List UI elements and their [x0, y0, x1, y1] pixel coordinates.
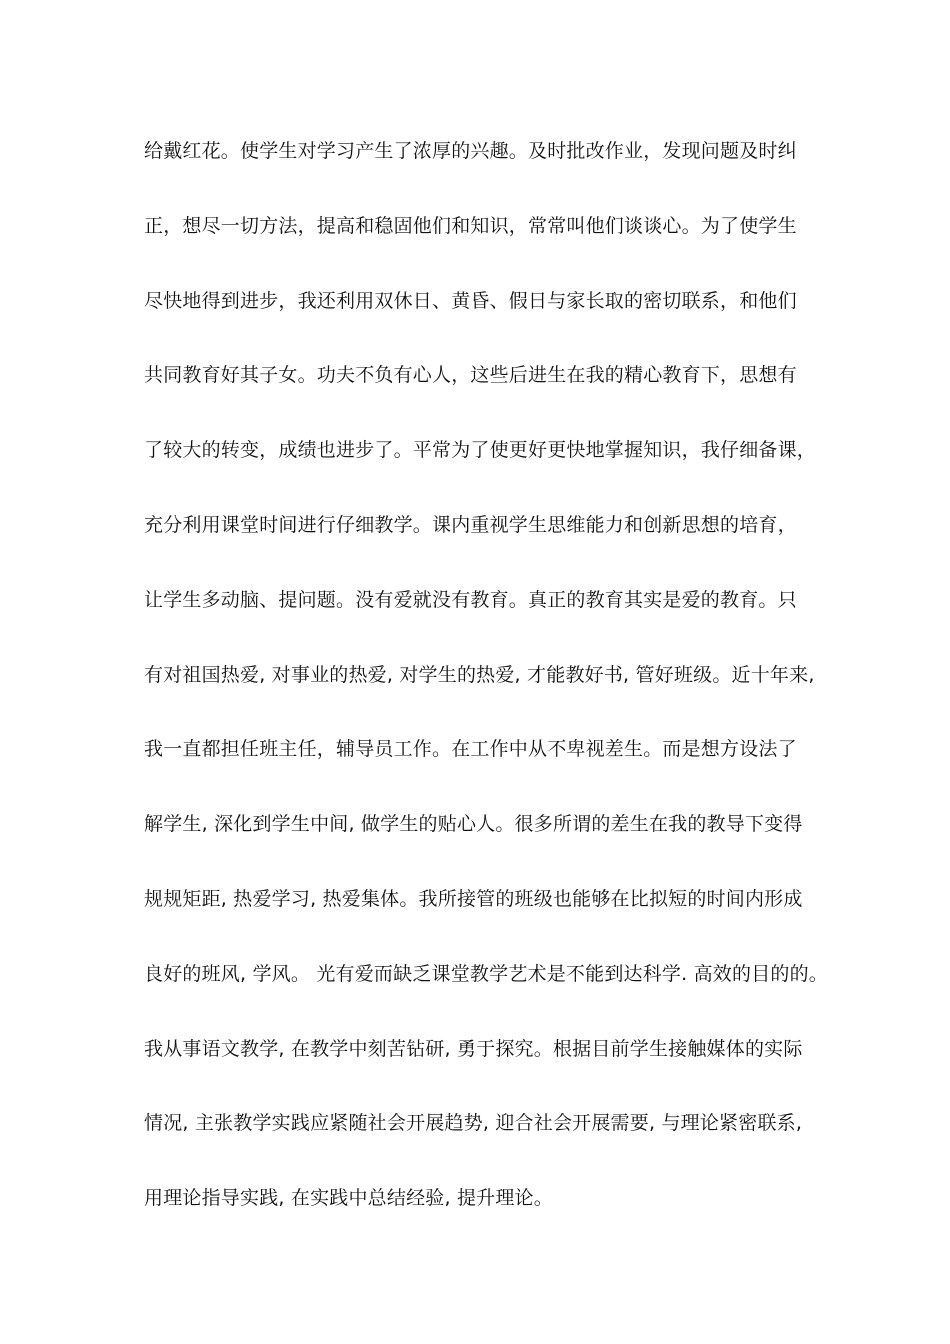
text-line: 解学生, 深化到学生中间, 做学生的贴心人。很多所谓的差生在我的教导下变得 — [144, 813, 803, 836]
text-line: 良好的班风, 学风。 光有爱而缺乏课堂教学艺术是不能到达科学. 高效的目的的。 — [144, 962, 828, 985]
text-line: 情况, 主张教学实践应紧随社会开展趋势, 迎合社会开展需要, 与理论紧密联系, — [144, 1112, 803, 1135]
text-line: 给戴红花。使学生对学习产生了浓厚的兴趣。及时批改作业，发现问题及时纠 — [144, 140, 797, 162]
text-line: 充分利用课堂时间进行仔细教学。课内重视学生思维能力和创新思想的培育， — [144, 513, 797, 536]
text-line: 正，想尽一切方法，提高和稳固他们和知识，常常叫他们谈谈心。为了使学生 — [144, 214, 797, 237]
text-line: 有对祖国热爱, 对事业的热爱, 对学生的热爱, 才能教好书, 管好班级。近十年来, — [144, 663, 815, 686]
text-line: 共同教育好其子女。功夫不负有心人，这些后进生在我的精心教育下，思想有 — [144, 364, 797, 387]
text-line: 尽快地得到进步，我还利用双休日、黄昏、假日与家长取的密切联系，和他们 — [144, 289, 797, 312]
text-line: 规规矩距, 热爱学习, 热爱集体。我所接管的班级也能够在比拟短的时间内形成 — [144, 887, 803, 910]
text-line: 用理论指导实践, 在实践中总结经验, 提升理论。 — [144, 1187, 553, 1210]
text-line: 我从事语文教学, 在教学中刻苦钻研, 勇于探究。根据目前学生接触媒体的实际 — [144, 1037, 803, 1060]
text-line: 让学生多动脑、提问题。没有爱就没有教育。真正的教育其实是爱的教育。只 — [144, 588, 797, 611]
text-line: 了较大的转变，成绩也进步了。平常为了使更好更快地掌握知识，我仔细备课， — [144, 439, 817, 462]
body-text — [144, 129, 828, 1251]
text-line: 我一直都担任班主任，辅导员工作。在工作中从不卑视差生。而是想方设法了 — [144, 738, 797, 761]
